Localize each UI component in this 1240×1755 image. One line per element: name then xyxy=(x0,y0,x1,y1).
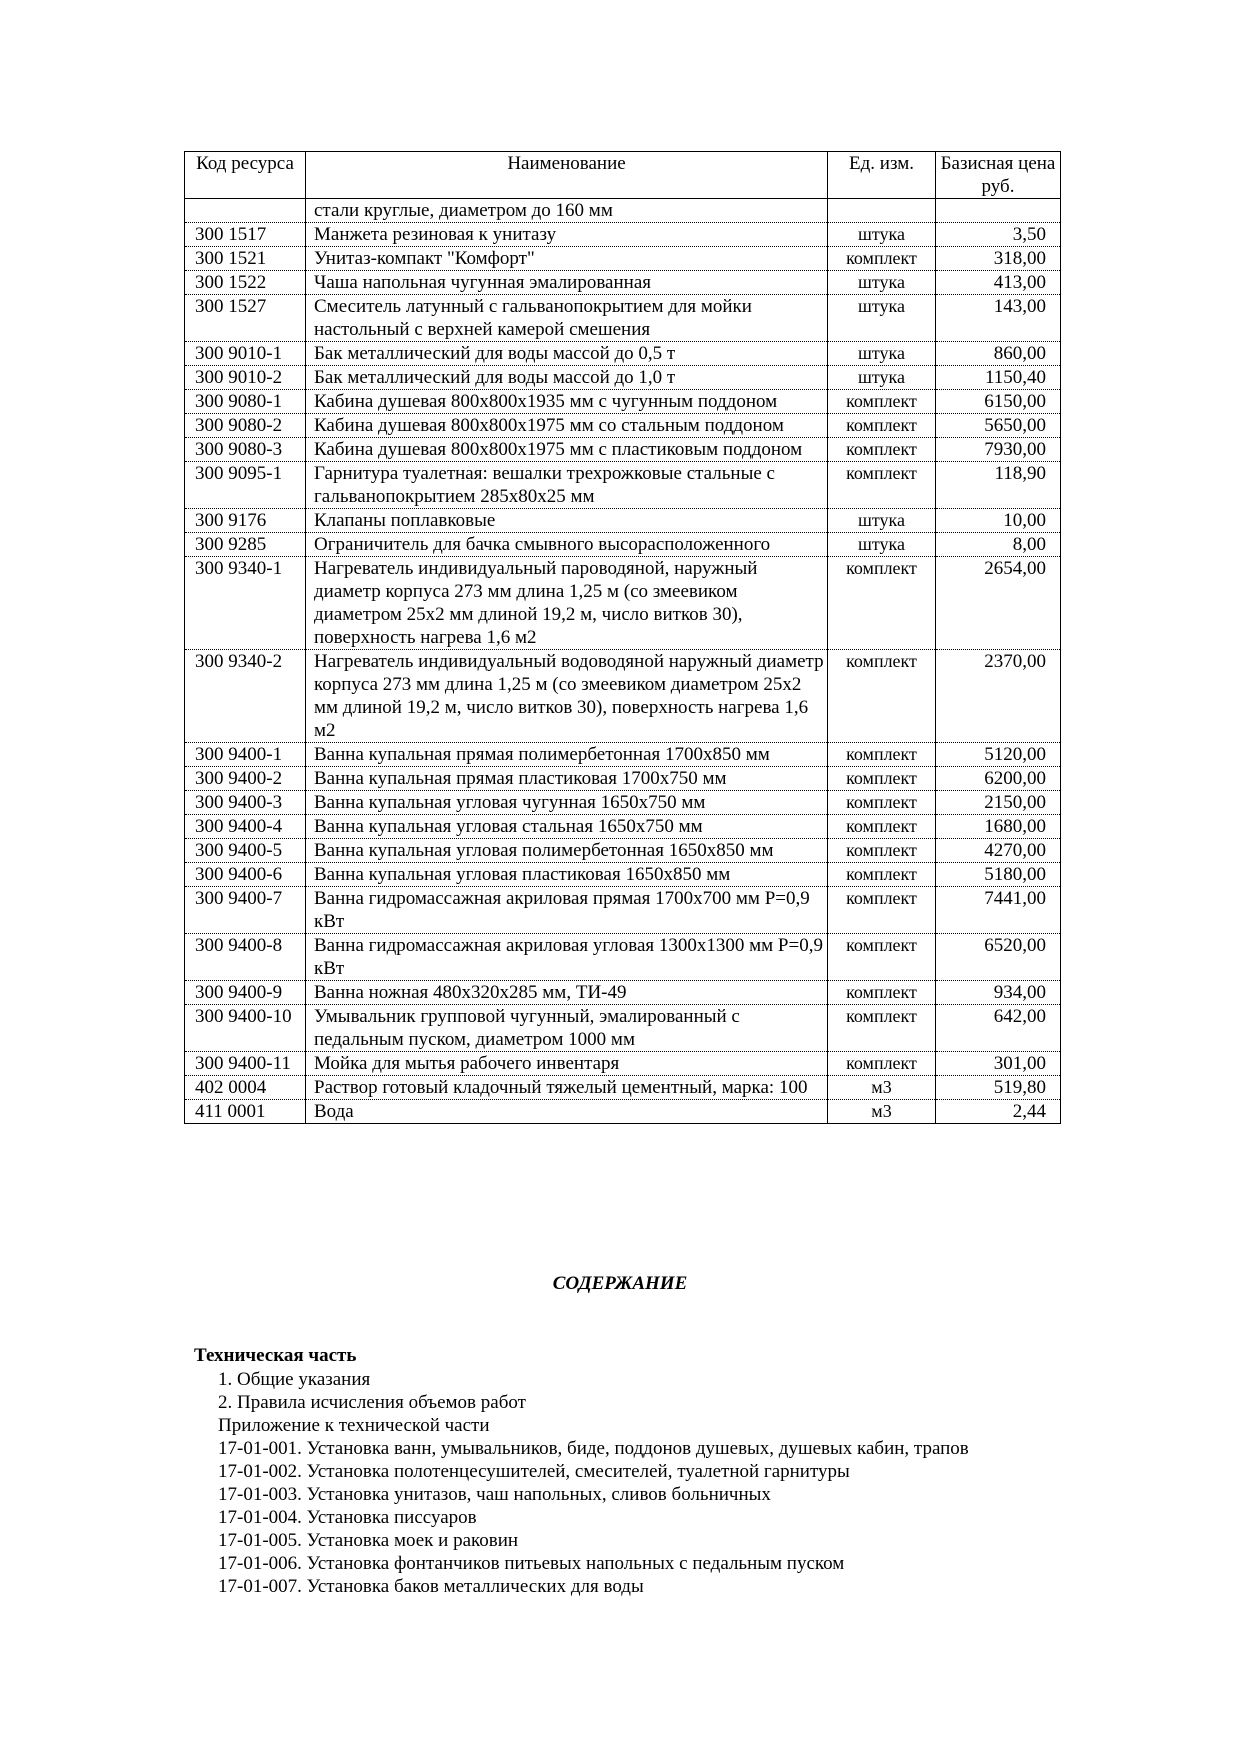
row-name: Ванна купальная угловая чугунная 1650х750 мм xyxy=(306,791,828,815)
row-unit: комплект xyxy=(828,557,936,650)
row-unit: штука xyxy=(828,509,936,533)
row-name: Ванна гидромассажная акриловая угловая 1300х1300 мм Р=0,9 кВт xyxy=(306,934,828,981)
row-code: 300 9080-2 xyxy=(185,414,306,438)
row-price: 2370,00 xyxy=(936,650,1061,743)
row-code: 300 9400-5 xyxy=(185,839,306,863)
row-price: 301,00 xyxy=(936,1052,1061,1076)
row-unit: штука xyxy=(828,295,936,342)
row-price: 934,00 xyxy=(936,981,1061,1005)
row-price: 2654,00 xyxy=(936,557,1061,650)
row-name: Кабина душевая 800х800х1975 мм с пластиковым поддоном xyxy=(306,438,828,462)
row-name: Умывальник групповой чугунный, эмалированный с педальным пуском, диаметром 1000 мм xyxy=(306,1005,828,1052)
row-code: 300 1527 xyxy=(185,295,306,342)
row-name: Ванна купальная прямая полимербетонная 1700х850 мм xyxy=(306,743,828,767)
row-unit: штука xyxy=(828,342,936,366)
row-code: 300 9400-9 xyxy=(185,981,306,1005)
table-row xyxy=(185,1005,1061,1052)
row-price: 642,00 xyxy=(936,1005,1061,1052)
row-name: Ванна купальная угловая пластиковая 1650х850 мм xyxy=(306,863,828,887)
row-unit: комплект xyxy=(828,887,936,934)
row-name: Ванна ножная 480х320х285 мм, ТИ-49 xyxy=(306,981,828,1005)
row-code: 300 9176 xyxy=(185,509,306,533)
row-code: 300 9095-1 xyxy=(185,462,306,509)
contents-item: 1. Общие указания xyxy=(218,1369,371,1390)
row-unit: штука xyxy=(828,223,936,247)
row-price: 5120,00 xyxy=(936,743,1061,767)
header-price: Базисная цена руб. xyxy=(936,152,1061,199)
row-name: Чаша напольная чугунная эмалированная xyxy=(306,271,828,295)
row-price: 318,00 xyxy=(936,247,1061,271)
row-price: 5650,00 xyxy=(936,414,1061,438)
contents-item: 17-01-001. Установка ванн, умывальников, биде, поддонов душевых, душевых кабин, трапов xyxy=(218,1438,969,1459)
row-unit: комплект xyxy=(828,414,936,438)
row-code: 300 1522 xyxy=(185,271,306,295)
row-price: 10,00 xyxy=(936,509,1061,533)
row-price: 143,00 xyxy=(936,295,1061,342)
table-row xyxy=(185,342,1061,366)
row-code: 411 0001 xyxy=(185,1100,306,1124)
table-row xyxy=(185,223,1061,247)
table-row xyxy=(185,509,1061,533)
row-code xyxy=(185,199,306,223)
row-price xyxy=(936,199,1061,223)
row-price: 5180,00 xyxy=(936,863,1061,887)
table-row xyxy=(185,390,1061,414)
row-name: Клапаны поплавковые xyxy=(306,509,828,533)
contents-section-heading: Техническая часть xyxy=(194,1345,357,1366)
row-name: Кабина душевая 800х800х1935 мм с чугунным поддоном xyxy=(306,390,828,414)
row-price: 519,80 xyxy=(936,1076,1061,1100)
row-code: 300 9400-11 xyxy=(185,1052,306,1076)
row-price: 4270,00 xyxy=(936,839,1061,863)
table-row xyxy=(185,743,1061,767)
row-unit: штука xyxy=(828,271,936,295)
table-row xyxy=(185,271,1061,295)
row-unit: штука xyxy=(828,533,936,557)
row-name: Ванна купальная угловая стальная 1650х750 мм xyxy=(306,815,828,839)
row-name: Манжета резиновая к унитазу xyxy=(306,223,828,247)
row-unit: комплект xyxy=(828,981,936,1005)
row-price: 6520,00 xyxy=(936,934,1061,981)
row-unit: комплект xyxy=(828,1005,936,1052)
table-row xyxy=(185,199,1061,223)
row-name: Унитаз-компакт "Комфорт" xyxy=(306,247,828,271)
contents-item: 17-01-002. Установка полотенцесушителей, смесителей, туалетной гарнитуры xyxy=(218,1461,850,1482)
table-row xyxy=(185,557,1061,650)
contents-item: 17-01-007. Установка баков металлических для воды xyxy=(218,1576,644,1597)
row-price: 7930,00 xyxy=(936,438,1061,462)
row-unit: комплект xyxy=(828,1052,936,1076)
contents-item: 2. Правила исчисления объемов работ xyxy=(218,1392,526,1413)
row-price: 2150,00 xyxy=(936,791,1061,815)
contents-item: Приложение к технической части xyxy=(218,1415,490,1436)
table-row xyxy=(185,247,1061,271)
resource-price-table xyxy=(184,151,1061,1124)
row-price: 6150,00 xyxy=(936,390,1061,414)
row-code: 300 9400-6 xyxy=(185,863,306,887)
table-row xyxy=(185,533,1061,557)
table-row xyxy=(185,767,1061,791)
row-code: 300 9400-3 xyxy=(185,791,306,815)
row-price: 8,00 xyxy=(936,533,1061,557)
row-price: 3,50 xyxy=(936,223,1061,247)
header-unit: Ед. изм. xyxy=(828,152,936,199)
row-unit xyxy=(828,199,936,223)
row-price: 1150,40 xyxy=(936,366,1061,390)
table-row xyxy=(185,934,1061,981)
table-row xyxy=(185,863,1061,887)
row-code: 300 9400-10 xyxy=(185,1005,306,1052)
row-price: 413,00 xyxy=(936,271,1061,295)
row-unit: комплект xyxy=(828,815,936,839)
row-price: 2,44 xyxy=(936,1100,1061,1124)
row-name: Ванна купальная угловая полимербетонная 1650х850 мм xyxy=(306,839,828,863)
row-code: 300 9285 xyxy=(185,533,306,557)
row-unit: м3 xyxy=(828,1076,936,1100)
table-row xyxy=(185,887,1061,934)
row-price: 6200,00 xyxy=(936,767,1061,791)
row-name: Ванна гидромассажная акриловая прямая 1700х700 мм Р=0,9 кВт xyxy=(306,887,828,934)
row-name: Мойка для мытья рабочего инвентаря xyxy=(306,1052,828,1076)
header-name: Наименование xyxy=(306,152,828,199)
row-unit: комплект xyxy=(828,743,936,767)
row-unit: м3 xyxy=(828,1100,936,1124)
table-row xyxy=(185,1052,1061,1076)
row-name: Смеситель латунный с гальванопокрытием для мойки настольный с верхней камерой смешения xyxy=(306,295,828,342)
row-name: Раствор готовый кладочный тяжелый цементный, марка: 100 xyxy=(306,1076,828,1100)
row-price: 118,90 xyxy=(936,462,1061,509)
row-code: 300 9010-2 xyxy=(185,366,306,390)
table-row xyxy=(185,1100,1061,1124)
contents-title: СОДЕРЖАНИЕ xyxy=(552,1273,688,1294)
contents-item: 17-01-006. Установка фонтанчиков питьевых напольных с педальным пуском xyxy=(218,1553,845,1574)
header-code: Код ресурса xyxy=(185,152,306,199)
row-price: 7441,00 xyxy=(936,887,1061,934)
table-row xyxy=(185,414,1061,438)
row-code: 300 9400-8 xyxy=(185,934,306,981)
row-unit: комплект xyxy=(828,462,936,509)
table-row xyxy=(185,366,1061,390)
table-row xyxy=(185,815,1061,839)
row-unit: комплект xyxy=(828,438,936,462)
row-unit: комплект xyxy=(828,934,936,981)
table-row xyxy=(185,650,1061,743)
row-unit: комплект xyxy=(828,839,936,863)
row-unit: комплект xyxy=(828,863,936,887)
row-code: 300 9340-2 xyxy=(185,650,306,743)
table-body xyxy=(185,199,1061,1124)
row-name: Бак металлический для воды массой до 1,0 т xyxy=(306,366,828,390)
row-name: Бак металлический для воды массой до 0,5 т xyxy=(306,342,828,366)
row-unit: комплект xyxy=(828,767,936,791)
row-unit: комплект xyxy=(828,791,936,815)
table-row xyxy=(185,462,1061,509)
row-code: 300 1521 xyxy=(185,247,306,271)
row-code: 402 0004 xyxy=(185,1076,306,1100)
table-header-row xyxy=(185,152,1061,199)
row-price: 860,00 xyxy=(936,342,1061,366)
row-name: Ванна купальная прямая пластиковая 1700х750 мм xyxy=(306,767,828,791)
row-name: Ограничитель для бачка смывного высорасположенного xyxy=(306,533,828,557)
row-name: Нагреватель индивидуальный пароводяной, наружный диаметр корпуса 273 мм длина 1,25 м (со змеевиком диаметром 25х2 мм длиной 19,2 м, число витков 30), поверхность нагрева 1,6 м2 xyxy=(306,557,828,650)
row-code: 300 1517 xyxy=(185,223,306,247)
row-code: 300 9080-3 xyxy=(185,438,306,462)
row-name: стали круглые, диаметром до 160 мм xyxy=(306,199,828,223)
row-name: Вода xyxy=(306,1100,828,1124)
contents-item: 17-01-003. Установка унитазов, чаш напольных, сливов больничных xyxy=(218,1484,771,1505)
table-row xyxy=(185,295,1061,342)
table-row xyxy=(185,438,1061,462)
table-row xyxy=(185,791,1061,815)
row-code: 300 9400-2 xyxy=(185,767,306,791)
row-name: Кабина душевая 800х800х1975 мм со стальным поддоном xyxy=(306,414,828,438)
row-code: 300 9400-7 xyxy=(185,887,306,934)
row-code: 300 9340-1 xyxy=(185,557,306,650)
table-row xyxy=(185,981,1061,1005)
row-code: 300 9080-1 xyxy=(185,390,306,414)
contents-item: 17-01-005. Установка моек и раковин xyxy=(218,1530,519,1551)
row-code: 300 9400-1 xyxy=(185,743,306,767)
row-price: 1680,00 xyxy=(936,815,1061,839)
table-row xyxy=(185,839,1061,863)
row-unit: комплект xyxy=(828,390,936,414)
row-unit: штука xyxy=(828,366,936,390)
row-code: 300 9010-1 xyxy=(185,342,306,366)
row-code: 300 9400-4 xyxy=(185,815,306,839)
row-name: Нагреватель индивидуальный водоводяной наружный диаметр корпуса 273 мм длина 1,25 м (со змеевиком диаметром 25х2 мм длиной 19,2 м, число витков 30), поверхность нагрева 1,6 м2 xyxy=(306,650,828,743)
table-row xyxy=(185,1076,1061,1100)
contents-list xyxy=(218,1368,1218,1598)
row-unit: комплект xyxy=(828,650,936,743)
contents-item: 17-01-004. Установка писсуаров xyxy=(218,1507,477,1528)
row-name: Гарнитура туалетная: вешалки трехрожковые стальные с гальванопокрытием 285х80х25 мм xyxy=(306,462,828,509)
row-unit: комплект xyxy=(828,247,936,271)
